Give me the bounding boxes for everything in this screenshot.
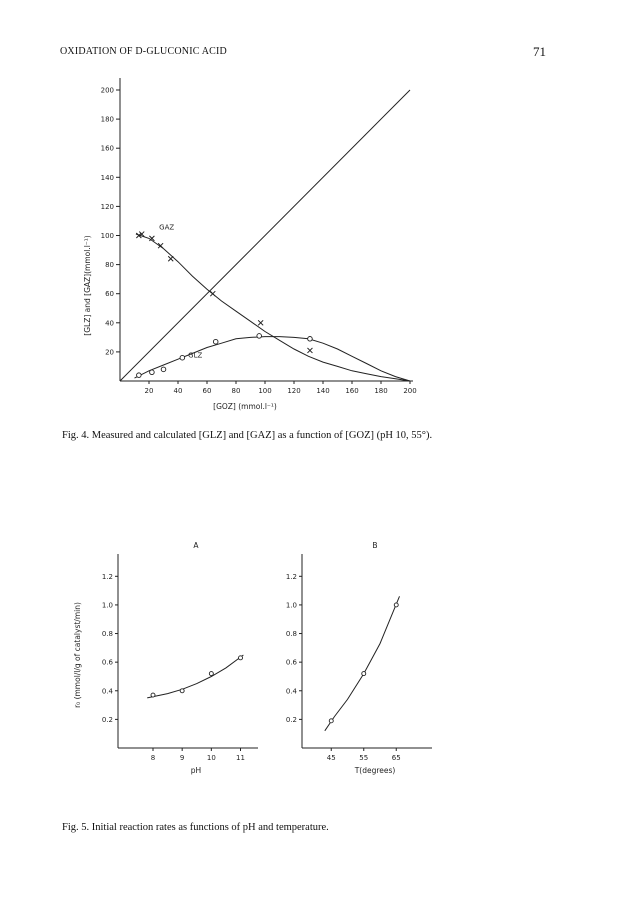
fig4-glz-point bbox=[180, 355, 185, 360]
fig4-x-tick-label: 100 bbox=[258, 387, 272, 395]
fig4-x-tick-label: 120 bbox=[287, 387, 301, 395]
fig4-series-gaz-line bbox=[136, 234, 410, 381]
fig4-y-axis-label: [GLZ] and [GAZ](mmol.l⁻¹) bbox=[83, 235, 92, 336]
fig5a-title: A bbox=[193, 541, 199, 550]
fig5a-fit-line bbox=[147, 655, 243, 698]
fig5b-data-point bbox=[362, 672, 366, 676]
fig5b-y-tick-label: 1.2 bbox=[285, 572, 297, 581]
fig4-series-diagonal-line bbox=[120, 90, 410, 381]
fig4-glz-point bbox=[257, 334, 262, 339]
fig4-x-tick-label: 160 bbox=[345, 387, 359, 395]
fig5a-y-axis-label: r₀ (mmol/l/g of catalyst/min) bbox=[73, 602, 82, 708]
fig4-x-tick-label: 60 bbox=[202, 387, 212, 395]
fig4-gaz-point bbox=[307, 348, 312, 353]
fig5a-data-point bbox=[180, 689, 184, 693]
fig4-x-tick-label: 200 bbox=[403, 387, 417, 395]
fig5a-y-tick-label: 1.0 bbox=[101, 601, 113, 610]
fig4-x-tick-label: 140 bbox=[316, 387, 330, 395]
fig5a-data-point bbox=[151, 693, 155, 697]
fig4-y-tick-label: 100 bbox=[100, 232, 114, 240]
fig4-y-tick-label: 20 bbox=[105, 348, 114, 357]
fig4-glz-point bbox=[161, 367, 166, 372]
fig5a-data-point bbox=[239, 656, 243, 660]
fig4-curve-label-gaz: GAZ bbox=[159, 223, 175, 232]
fig4-y-tick-label: 160 bbox=[100, 144, 114, 153]
fig5a-x-axis-label: pH bbox=[190, 766, 202, 775]
fig5b-x-tick-label: 55 bbox=[359, 754, 369, 762]
fig4-x-tick-label: 40 bbox=[173, 387, 183, 395]
fig4-glz-point bbox=[213, 339, 218, 344]
fig5b-title: B bbox=[372, 541, 378, 550]
fig5b-y-tick-label: 0.2 bbox=[285, 715, 297, 724]
fig5b-y-tick-label: 1.0 bbox=[285, 601, 297, 610]
fig4-gaz-point bbox=[168, 256, 173, 261]
fig5b-data-point bbox=[394, 603, 398, 607]
figure-4-caption: Fig. 4. Measured and calculated [GLZ] and [GAZ] as a function of [GOZ] (pH 10, 55°). bbox=[62, 430, 433, 441]
fig5b-y-tick-label: 0.6 bbox=[285, 658, 297, 667]
fig4-glz-point bbox=[150, 370, 155, 375]
fig5a-y-tick-label: 1.2 bbox=[101, 572, 113, 581]
fig5a-x-tick-label: 11 bbox=[236, 754, 245, 762]
fig5b-x-tick-label: 45 bbox=[326, 754, 336, 762]
figure-5-caption: Fig. 5. Initial reaction rates as functions of pH and temperature. bbox=[62, 822, 329, 833]
fig4-y-tick-label: 200 bbox=[100, 86, 114, 95]
fig5a-y-tick-label: 0.6 bbox=[101, 658, 113, 667]
fig4-x-axis-label: [GOZ] (mmol.l⁻¹) bbox=[213, 402, 277, 411]
running-header: OXIDATION OF D-GLUCONIC ACID bbox=[60, 46, 227, 57]
fig4-x-tick-label: 180 bbox=[374, 387, 388, 395]
fig5b-x-tick-label: 65 bbox=[391, 754, 401, 762]
fig4-x-tick-label: 20 bbox=[144, 387, 154, 395]
fig5a-x-tick-label: 9 bbox=[179, 754, 185, 762]
fig4-x-tick-label: 80 bbox=[231, 387, 241, 395]
fig4-gaz-point bbox=[258, 320, 263, 325]
page-number: 71 bbox=[533, 44, 546, 59]
fig4-y-tick-label: 140 bbox=[100, 173, 114, 182]
fig4-y-tick-label: 60 bbox=[105, 290, 114, 299]
fig5a-y-tick-label: 0.4 bbox=[101, 687, 113, 696]
fig5a-data-point bbox=[209, 672, 213, 676]
fig4-y-tick-label: 180 bbox=[100, 115, 114, 124]
fig5b-x-axis-label: T(degrees) bbox=[354, 766, 396, 775]
fig4-glz-point bbox=[308, 337, 313, 342]
fig4-y-tick-label: 120 bbox=[100, 202, 114, 211]
fig5b-y-tick-label: 0.4 bbox=[285, 687, 297, 696]
fig5a-x-tick-label: 10 bbox=[206, 754, 216, 762]
fig5b-fit-line bbox=[325, 596, 400, 731]
fig4-curve-label-glz: GLZ bbox=[188, 351, 203, 360]
fig4-glz-point bbox=[137, 373, 142, 378]
fig5a-x-tick-label: 8 bbox=[150, 754, 156, 762]
fig4-y-tick-label: 80 bbox=[105, 261, 114, 270]
fig4-gaz-point bbox=[210, 291, 215, 296]
fig5b-y-tick-label: 0.8 bbox=[285, 630, 297, 639]
fig4-y-tick-label: 40 bbox=[105, 319, 114, 328]
fig5a-y-tick-label: 0.8 bbox=[101, 630, 113, 639]
fig5a-y-tick-label: 0.2 bbox=[101, 715, 113, 724]
fig5b-data-point bbox=[329, 719, 333, 723]
